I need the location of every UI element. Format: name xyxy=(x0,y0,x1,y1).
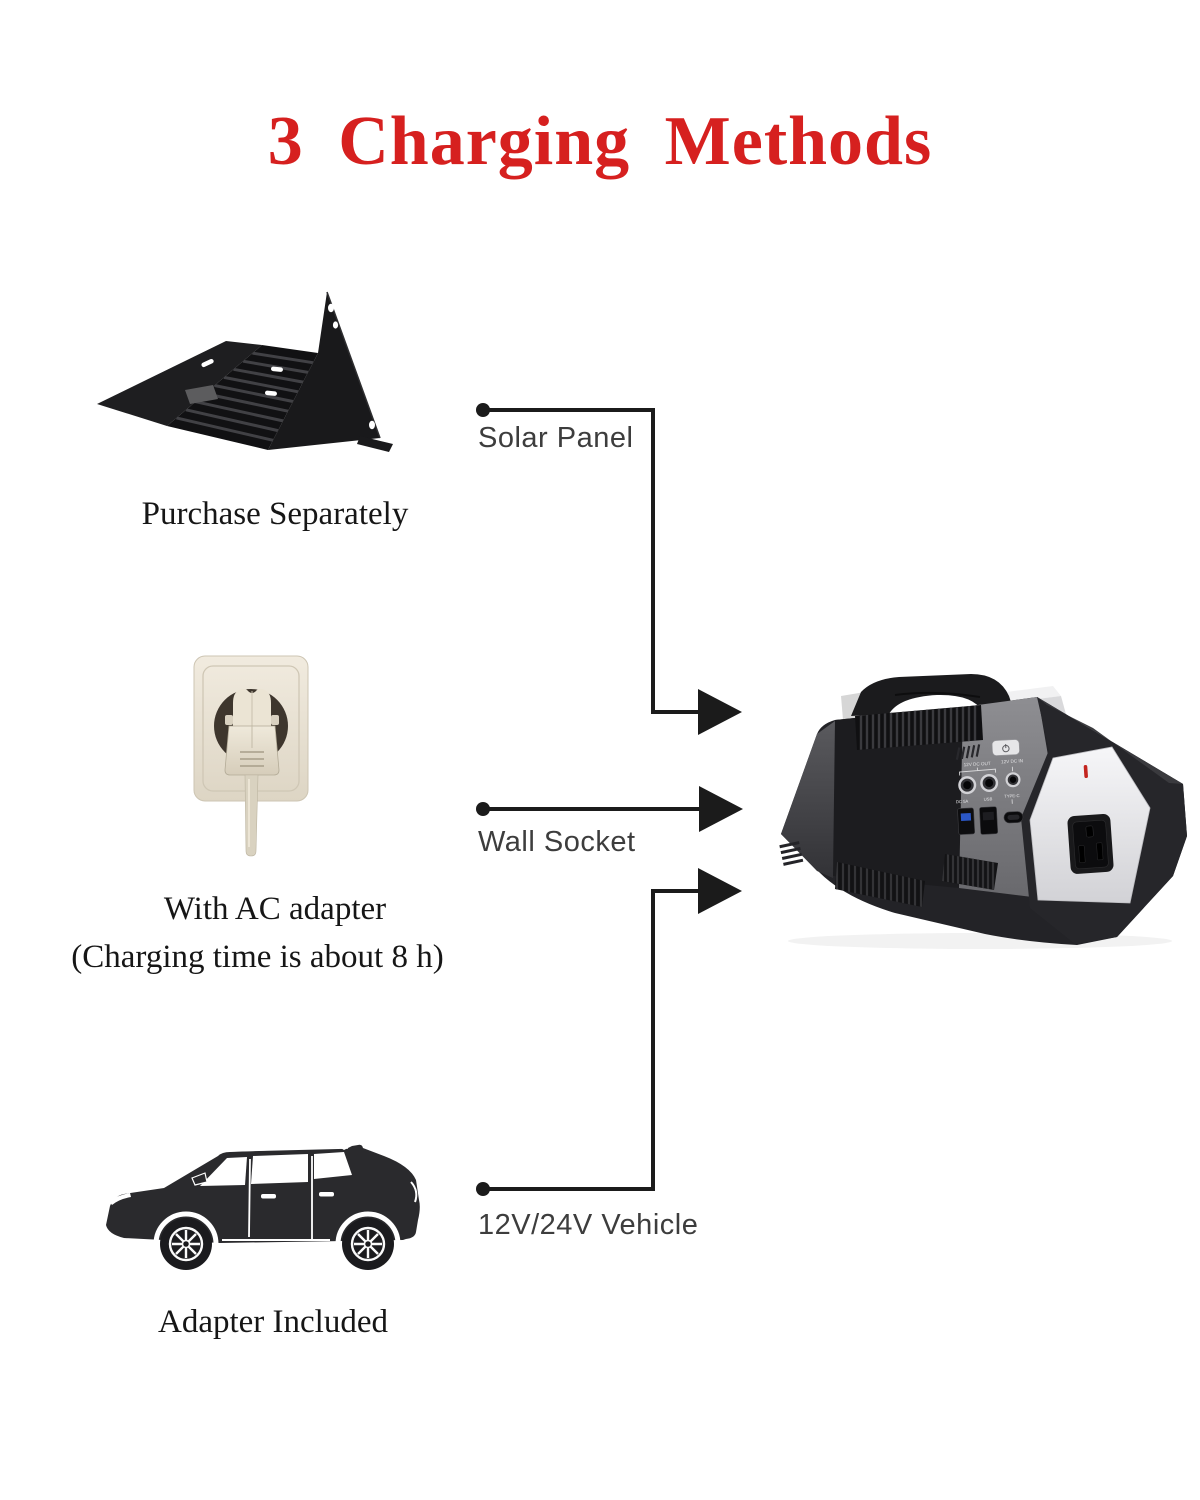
connector-vehicle xyxy=(476,868,742,1196)
rear-wheel xyxy=(342,1218,394,1270)
caption-car: Adapter Included xyxy=(158,1304,388,1340)
arrowhead-icon xyxy=(698,868,742,914)
arrowhead-icon xyxy=(699,786,743,832)
dc5a-label: DC 5A xyxy=(955,798,969,805)
caption-wall-line2: (Charging time is about 8 h) xyxy=(71,939,444,975)
ac-outlet xyxy=(1067,814,1114,875)
front-wheel xyxy=(160,1218,212,1270)
caption-wall-line1: With AC adapter xyxy=(163,891,387,927)
usb-c-port xyxy=(1004,811,1024,823)
connector-label-vehicle: 12V/24V Vehicle xyxy=(478,1209,699,1241)
usb-port xyxy=(979,807,997,835)
typec-label: TYPE-C xyxy=(1004,792,1020,799)
arrowhead-icon xyxy=(698,689,742,735)
dc-out-label: 12V DC OUT xyxy=(963,760,991,768)
dc-in-label: 12V DC IN xyxy=(1000,758,1024,765)
power-station-image xyxy=(775,650,1195,950)
connector-label-wall: Wall Socket xyxy=(478,826,636,858)
usb-label: USB xyxy=(983,796,993,802)
car-image xyxy=(100,1128,425,1280)
wall-socket-image xyxy=(190,653,320,858)
page-title: 3 Charging Methods xyxy=(267,103,933,180)
usb-port-blue xyxy=(957,808,974,835)
caption-solar: Purchase Separately xyxy=(141,496,409,532)
connector-label-solar: Solar Panel xyxy=(478,422,634,454)
solar-panel-image xyxy=(85,268,405,468)
power-button xyxy=(992,739,1020,755)
